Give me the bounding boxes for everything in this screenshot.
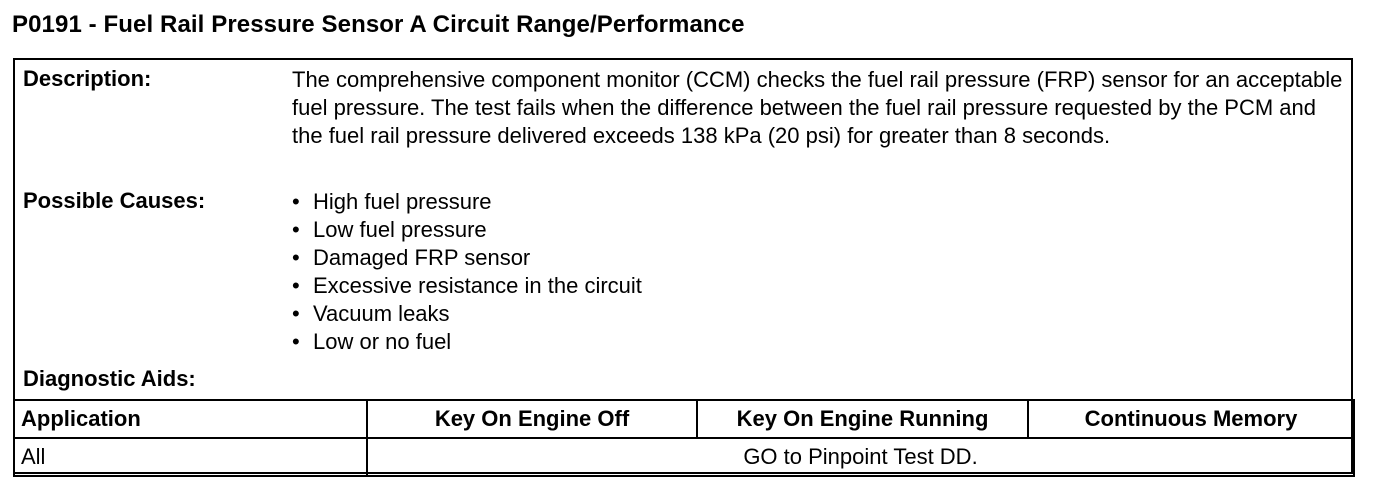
list-item: • Excessive resistance in the circuit bbox=[292, 273, 642, 298]
table-row bbox=[14, 438, 1354, 476]
column-header-koeo: Key On Engine Off bbox=[367, 400, 697, 438]
test-table bbox=[13, 399, 1355, 477]
description-text: The comprehensive component monitor (CCM) checks the fuel rail pressure (FRP) sensor for an acceptable fuel pressure. The test fails when the difference between the fuel rail pressure requested by the PCM and the fuel rail pressure delivered exceeds 138 kPa (20 psi) for greater than 8 seconds. bbox=[292, 67, 1343, 148]
page-title: P0191 - Fuel Rail Pressure Sensor A Circuit Range/Performance bbox=[12, 11, 745, 38]
application-cell: All bbox=[14, 438, 367, 476]
list-item: • Low fuel pressure bbox=[292, 217, 487, 242]
action-cell: GO to Pinpoint Test DD. bbox=[367, 438, 1354, 476]
column-header-koer: Key On Engine Running bbox=[697, 400, 1028, 438]
possible-causes-label: Possible Causes: bbox=[23, 188, 206, 213]
list-item: • Vacuum leaks bbox=[292, 301, 450, 326]
bullet-glyph: • bbox=[292, 217, 300, 242]
list-item: • High fuel pressure bbox=[292, 189, 492, 214]
list-item: • Low or no fuel bbox=[292, 329, 452, 354]
possible-causes-list bbox=[292, 188, 642, 356]
table-header-row bbox=[14, 400, 1354, 438]
bullet-glyph: • bbox=[292, 273, 300, 298]
description-label: Description: bbox=[23, 66, 152, 91]
column-header-application: Application bbox=[14, 400, 367, 438]
diagnostic-aids-label: Diagnostic Aids: bbox=[23, 366, 196, 391]
bullet-glyph: • bbox=[292, 329, 300, 354]
bullet-glyph: • bbox=[292, 189, 300, 214]
dtc-info-box bbox=[13, 58, 1353, 474]
bullet-glyph: • bbox=[292, 301, 300, 326]
bullet-glyph: • bbox=[292, 245, 300, 270]
column-header-continuous-memory: Continuous Memory bbox=[1028, 400, 1354, 438]
list-item: • Damaged FRP sensor bbox=[292, 245, 531, 270]
